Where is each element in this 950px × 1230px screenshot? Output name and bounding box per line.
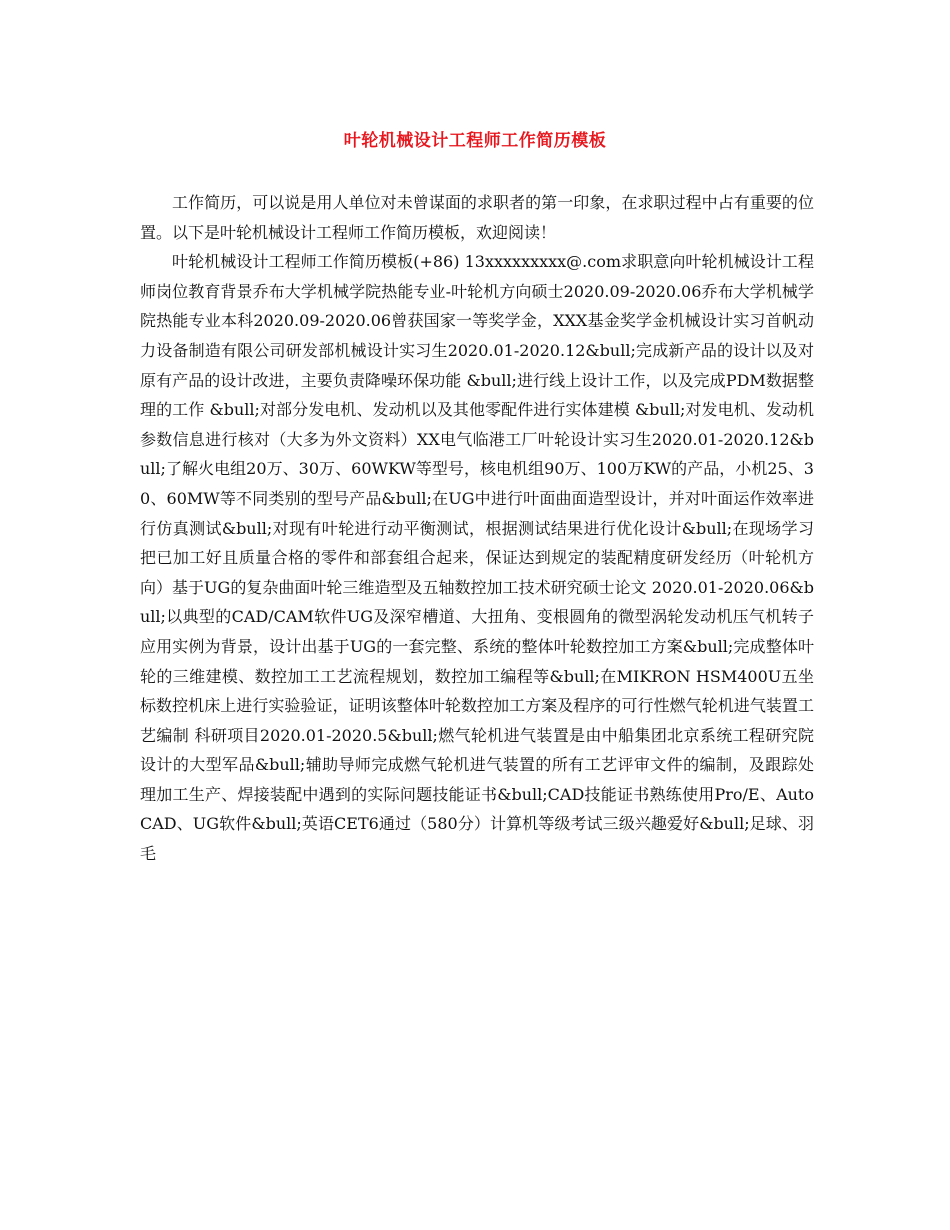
document-body xyxy=(140,188,814,869)
resume-paragraph: 叶轮机械设计工程师工作简历模板(+86) 13xxxxxxxxx@.com求职意向叶轮机械设计工程师岗位教育背景乔布大学机械学院热能专业-叶轮机方向硕士2020.09-2020.06乔布大学机械学院热能专业本科2020.09-2020.06曾获国家一等奖学金，XXX基金奖学金机械设计实习首帆动力设备制造有限公司研发部机械设计实习生2020.01-2020.12&bull;完成新产品的设计以及对原有产品的设计改进，主要负责降噪环保功能 &bull;进行线上设计工作，以及完成PDM数据整理的工作 &bull;对部分发电机、发动机以及其他零配件进行实体建模 &bull;对发电机、发动机参数信息进行核对（大多为外文资料）XX电气临港工厂叶轮设计实习生2020.01-2020.12&bull;了解火电组20万、30万、60WKW等型号，核电机组90万、100万KW的产品，小机25、30、60MW等不同类别的型号产品&bull;在UG中进行叶面曲面造型设计，并对叶面运作效率进行仿真测试&bull;对现有叶轮进行动平衡测试，根据测试结果进行优化设计&bull;在现场学习把已加工好且质量合格的零件和部套组合起来，保证达到规定的装配精度研发经历（叶轮机方向）基于UG的复杂曲面叶轮三维造型及五轴数控加工技术研究硕士论文 2020.01-2020.06&bull;以典型的CAD/CAM软件UG及深窄槽道、大扭角、变根圆角的微型涡轮发动机压气机转子应用实例为背景，设计出基于UG的一套完整、系统的整体叶轮数控加工方案&bull;完成整体叶轮的三维建模、数控加工工艺流程规划，数控加工编程等&bull;在MIKRON HSM400U五坐标数控机床上进行实验验证，证明该整体叶轮数控加工方案及程序的可行性燃气轮机进气装置工艺编制 科研项目2020.01-2020.5&bull;燃气轮机进气装置是由中船集团北京系统工程研究院设计的大型军品&bull;辅助导师完成燃气轮机进气装置的所有工艺评审文件的编制，及跟踪处理加工生产、焊接装配中遇到的实际问题技能证书&bull;CAD技能证书熟练使用Pro/E、Auto CAD、UG软件&bull;英语CET6通过（580分）计算机等级考试三级兴趣爱好&bull;足球、羽毛 xyxy=(140,252,814,864)
intro-paragraph: 工作简历，可以说是用人单位对未曾谋面的求职者的第一印象，在求职过程中占有重要的位置。以下是叶轮机械设计工程师工作简历模板，欢迎阅读！ xyxy=(140,193,814,242)
document-title: 叶轮机械设计工程师工作简历模板 xyxy=(343,131,607,151)
